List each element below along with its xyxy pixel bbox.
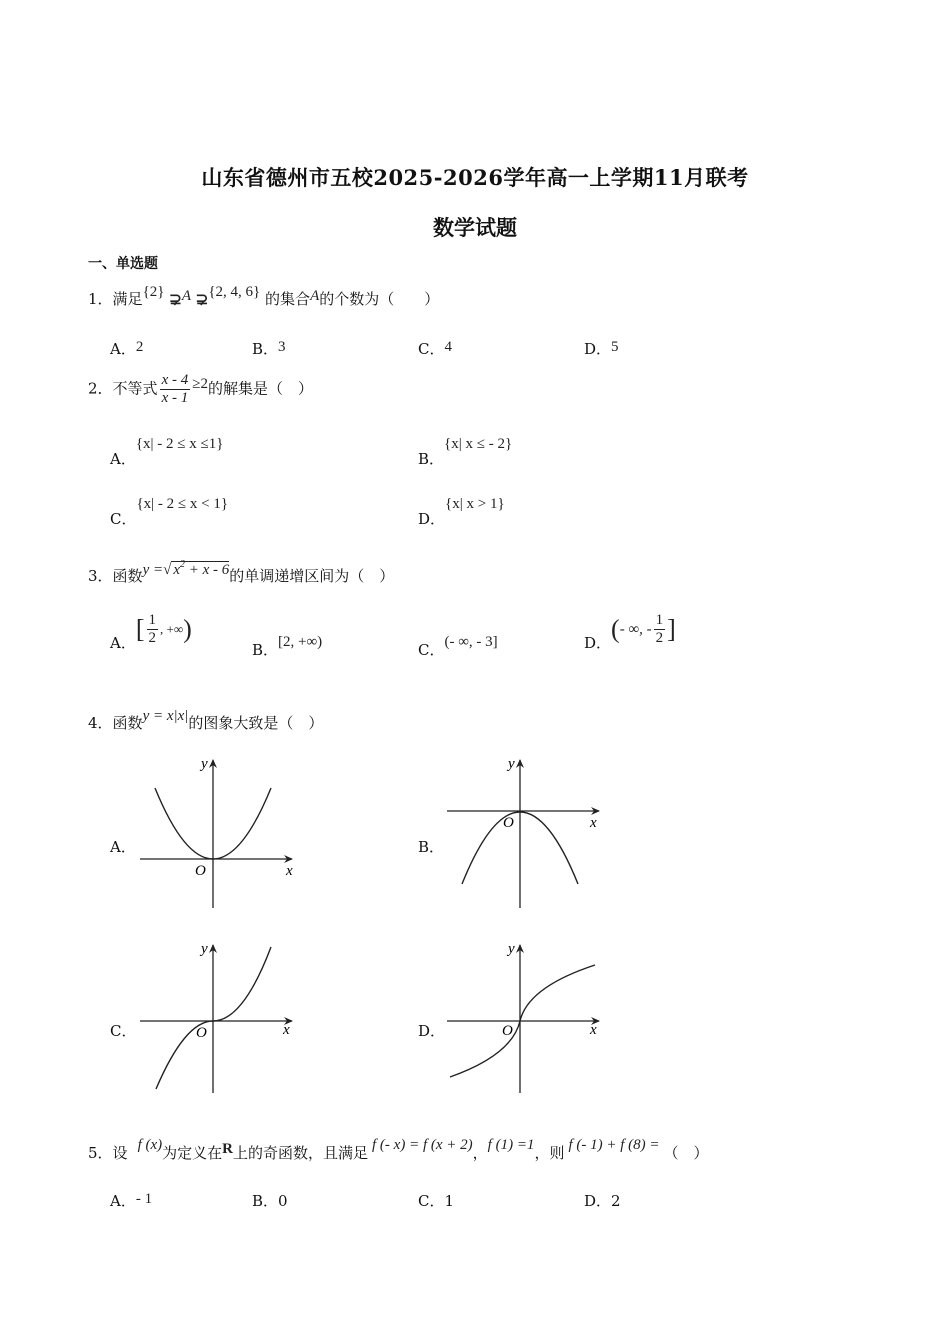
- x-label: x: [590, 815, 597, 831]
- option-b[interactable]: B．: [418, 838, 445, 856]
- math-expr: f (- 1) + f (8) =: [568, 1137, 660, 1153]
- math-relation: ≥2: [192, 375, 208, 392]
- math-set-R: R: [222, 1141, 233, 1157]
- math-expr: y = x|x|: [142, 708, 189, 724]
- document-title: 山东省德州市五校2025-2026学年高一上学期11月联考: [201, 165, 749, 190]
- option-a[interactable]: A．2: [110, 339, 144, 358]
- origin-label: O: [196, 1025, 207, 1041]
- option-b[interactable]: B．3: [252, 339, 286, 358]
- y-label: y: [508, 941, 515, 957]
- question-number: 5．: [88, 1144, 113, 1162]
- question-number: 2．: [88, 379, 113, 398]
- option-a[interactable]: A．[ $\frac{1}{2}$ , +∞): [110, 612, 192, 652]
- question-text: （ ）: [663, 1144, 709, 1162]
- option-c[interactable]: C．{x| - 2 ≤ x < 1}: [110, 496, 229, 528]
- sqrt-sign: √: [163, 562, 172, 578]
- question-text: 的单调递增区间为（ ）: [229, 567, 395, 585]
- origin-label: O: [502, 1023, 513, 1039]
- graph-c[interactable]: [135, 935, 305, 1100]
- section-heading: 一、单选题: [88, 256, 158, 272]
- origin-label: O: [503, 815, 514, 831]
- question-text: 的图象大致是（ ）: [188, 714, 324, 732]
- option-d[interactable]: D．(- ∞, - $\frac{1}{2}$ ]: [584, 612, 676, 652]
- question-text: 的解集是（ ）: [207, 379, 313, 398]
- math-expr: f (x): [137, 1137, 163, 1153]
- y-label: y: [201, 941, 208, 957]
- superset-symbol: ⊋: [195, 292, 209, 308]
- question-number: 3．: [88, 567, 113, 585]
- math-set: {2}: [142, 284, 165, 300]
- question-4: [88, 708, 324, 733]
- option-a[interactable]: A．{x| - 2 ≤ x ≤1}: [110, 436, 224, 468]
- question-text: 上的奇函数，且满足: [233, 1144, 369, 1162]
- option-d[interactable]: D．: [418, 1022, 446, 1040]
- question-text: 不等式: [112, 379, 158, 398]
- option-c[interactable]: C．1: [418, 1192, 455, 1210]
- document-subtitle: 数学试题: [433, 215, 517, 240]
- y-label: y: [201, 756, 208, 772]
- x-label: x: [590, 1022, 597, 1038]
- question-1: [88, 284, 440, 309]
- math-var: A: [181, 288, 191, 304]
- question-text: 的集合: [265, 290, 311, 308]
- math-set: {2, 4, 6}: [208, 284, 261, 300]
- x-label: x: [286, 863, 293, 879]
- math-expr: y =: [142, 562, 164, 578]
- math-expr: f (1) =1: [487, 1137, 535, 1153]
- option-d[interactable]: D．5: [584, 339, 619, 358]
- question-2: [88, 372, 313, 407]
- superset-symbol: ⊋: [169, 292, 182, 308]
- sqrt-radicand: $x^2 + x - 6$: [173, 559, 230, 578]
- question-text: 为定义在: [162, 1144, 223, 1162]
- math-expr: f (- x) = f (x + 2): [372, 1137, 473, 1153]
- math-var: A: [310, 288, 320, 304]
- graph-d[interactable]: [442, 935, 612, 1100]
- graph-b[interactable]: [442, 750, 612, 915]
- option-c[interactable]: C．4: [418, 339, 452, 358]
- question-text: 函数: [112, 714, 143, 732]
- question-text: 的个数为（ ）: [319, 290, 440, 308]
- fraction-numerator: x - 4: [161, 372, 189, 388]
- question-text: ，则: [534, 1144, 565, 1162]
- y-label: y: [508, 756, 515, 772]
- option-b[interactable]: B．0: [252, 1192, 288, 1210]
- option-d[interactable]: D．{x| x > 1}: [418, 496, 505, 528]
- origin-label: O: [195, 863, 206, 879]
- option-a[interactable]: A．: [110, 838, 136, 856]
- fraction: [160, 372, 191, 407]
- question-number: 4．: [88, 714, 113, 732]
- question-number: 1．: [88, 290, 113, 308]
- option-a[interactable]: A．- 1: [110, 1191, 153, 1210]
- question-text: 函数: [112, 567, 143, 585]
- fraction-denominator: x - 1: [161, 390, 189, 406]
- question-text: 设: [112, 1144, 128, 1162]
- question-text: 满足: [112, 290, 143, 308]
- option-c[interactable]: C．: [110, 1022, 137, 1040]
- graph-a[interactable]: [135, 750, 305, 915]
- x-label: x: [283, 1022, 290, 1038]
- option-b[interactable]: B．{x| x ≤ - 2}: [418, 436, 513, 468]
- question-3: [88, 559, 395, 586]
- option-d[interactable]: D．2: [584, 1192, 621, 1210]
- option-b[interactable]: B．[2, +∞): [252, 634, 323, 659]
- question-5: 5．设 f (x)为定义在R上的奇函数，且满足 f (- x) = f (x + 2)，f (1) =1，则 f (- 1) + f (8) = （ ）: [88, 1137, 709, 1162]
- option-c[interactable]: C．(- ∞, - 3]: [418, 634, 498, 659]
